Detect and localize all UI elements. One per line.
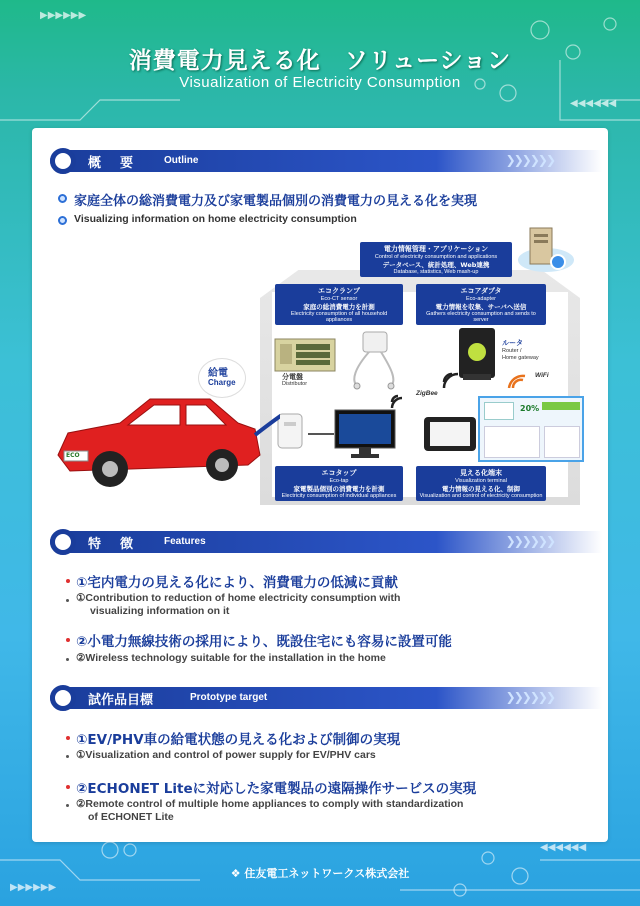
- eco-adapter-jp: エコアダプタ: [460, 287, 502, 295]
- outline-heading-jp: 概 要: [88, 156, 137, 171]
- electric-car-icon: [50, 385, 280, 495]
- chevron-icons: ❯❯❯❯❯❯: [505, 153, 554, 167]
- distributor-icon: [274, 338, 336, 372]
- feature-2-en: ②Wireless technology suitable for the installation in the home: [76, 652, 386, 664]
- feature-1-jp: ①宅内電力の見える化により、消費電力の低減に貢献: [76, 575, 398, 591]
- eco-adapter-jp2: 電力情報を収集、サーバへ送信: [435, 303, 527, 311]
- cable-line: [308, 433, 334, 435]
- eco-clamp-sensor-icon: [345, 328, 405, 390]
- terminal-jp2: 電力情報の見える化、制御: [442, 485, 520, 493]
- bullet-icon: [66, 804, 69, 807]
- chevron-icons: ❯❯❯❯❯❯: [505, 534, 554, 548]
- cloud-label-jp: 電力情報管理・アプリケーション: [383, 245, 489, 253]
- bullet-icon: [58, 194, 67, 203]
- terminal-en2: Visualization and control of electricity consumption: [419, 493, 543, 499]
- outline-line-jp: 家庭全体の総消費電力及び家電製品個別の消費電力の見える化を実現: [74, 194, 478, 209]
- prototype-1-en: ①Visualization and control of power supply for EV/PHV cars: [76, 749, 376, 761]
- cloud-label: [360, 242, 512, 277]
- eco-clamp-jp2: 家庭の総消費電力を計測: [303, 303, 375, 311]
- server-icon: [512, 224, 574, 276]
- company-logo: [0, 865, 640, 881]
- prototype-heading-jp: 試作品目標: [88, 693, 154, 708]
- router-jp: ルータ: [502, 339, 523, 347]
- eco-tap-label: [275, 466, 403, 501]
- eco-tap-jp2: 家電製品個別の消費電力を計測: [293, 485, 385, 493]
- router-en1: Router /: [502, 348, 522, 354]
- bullet-icon: [66, 599, 69, 602]
- eco-adapter-label: [416, 284, 546, 325]
- feature-1-en-cont: visualizing information on it: [90, 605, 230, 617]
- heading-ring-icon: [50, 148, 76, 174]
- app-chart: [484, 426, 540, 458]
- app-bar: [542, 402, 580, 410]
- svg-text:◀◀◀◀◀◀: ◀◀◀◀◀◀: [540, 842, 587, 853]
- feature-1-en: ①Contribution to reduction of home electricity consumption with: [76, 592, 401, 604]
- cloud-label-en2: Database, statistics, Web mash-up: [393, 269, 479, 275]
- bullet-icon: [66, 658, 69, 661]
- terminal-jp: 見える化端末: [460, 469, 502, 477]
- terminal-en: Visualization terminal: [455, 478, 507, 484]
- router-icon: [455, 326, 501, 382]
- company-mark-icon: ❖: [230, 867, 245, 880]
- eco-clamp-en2: Electricity consumption of all household appliances: [290, 311, 388, 323]
- bullet-icon: [66, 755, 69, 758]
- svg-text:▶▶▶▶▶▶: ▶▶▶▶▶▶: [10, 882, 57, 893]
- heading-ring-icon: [50, 529, 76, 555]
- outline-heading-bar: [50, 150, 602, 172]
- page-title: 消費電力見える化 ソリューション: [128, 48, 512, 74]
- prototype-2-en-cont: of ECHONET Lite: [88, 811, 174, 823]
- router-en2: Home gateway: [502, 355, 539, 361]
- prototype-2-jp: ②ECHONET Liteに対応した家電製品の遠隔操作サービスの実現: [76, 781, 477, 797]
- features-heading-en: Features: [164, 536, 206, 547]
- tablet-icon: [422, 415, 478, 455]
- eco-tap-en2: Electricity consumption of individual appliances: [281, 493, 397, 499]
- distributor-jp: 分電盤: [282, 373, 303, 381]
- system-diagram: [50, 230, 580, 510]
- eco-adapter-en: Eco-adapter: [466, 296, 496, 302]
- eco-clamp-label: [275, 284, 403, 325]
- eco-tap-en: Eco-tap: [329, 478, 349, 484]
- prototype-1-jp: ①EV/PHV車の給電状態の見える化および制御の実現: [76, 732, 401, 748]
- distributor-en: Distributor: [282, 381, 308, 387]
- cloud-label-en: Control of electricity consumption and applications: [374, 254, 498, 260]
- terminal-label: [416, 466, 546, 501]
- bullet-icon: [66, 579, 70, 583]
- company-name: 住友電工ネットワークス株式会社: [244, 867, 410, 880]
- heading-ring-icon: [50, 685, 76, 711]
- svg-text:▶▶▶▶▶▶: ▶▶▶▶▶▶: [40, 10, 87, 21]
- eco-clamp-jp: エコクランプ: [318, 287, 360, 295]
- wifi-wave-icon: [505, 370, 529, 392]
- prototype-heading-en: Prototype target: [190, 692, 268, 703]
- chevron-icons: ❯❯❯❯❯❯: [505, 690, 554, 704]
- charge-jp: 給電: [208, 368, 228, 379]
- prototype-heading-bar: [50, 687, 602, 709]
- outline-heading-en: Outline: [164, 155, 199, 166]
- charge-en: Charge: [208, 378, 236, 387]
- tv-monitor-icon: [333, 408, 397, 460]
- features-heading-jp: 特 徴: [88, 537, 137, 552]
- eco-tap-jp: エコタップ: [321, 469, 357, 477]
- feature-2-jp: ②小電力無線技術の採用により、既設住宅にも容易に設置可能: [76, 634, 452, 650]
- car-plate-text: ECO: [66, 452, 80, 459]
- eco-clamp-en: Eco-CT sensor: [320, 296, 358, 302]
- app-screenshot: [478, 396, 584, 462]
- prototype-2-en: ②Remote control of multiple home appliances to comply with standardization: [76, 798, 464, 810]
- bullet-icon: [66, 736, 70, 740]
- bullet-icon: [66, 638, 70, 642]
- app-panel: [484, 402, 514, 420]
- cloud-label-jp2: データベース、統計処理、Web連携: [382, 261, 490, 269]
- app-percentage: 20%: [520, 404, 540, 413]
- page-subtitle: Visualization of Electricity Consumption: [179, 74, 461, 91]
- app-list: [544, 426, 580, 458]
- eco-adapter-en2: Gathers electricity consumption and sends to server: [426, 311, 536, 323]
- svg-text:◀◀◀◀◀◀: ◀◀◀◀◀◀: [570, 98, 617, 109]
- outline-line-en: Visualizing information on home electricity consumption: [74, 213, 357, 225]
- zigbee-label: ZigBee: [416, 390, 438, 397]
- bullet-icon: [58, 216, 67, 225]
- features-heading-bar: [50, 531, 602, 553]
- bullet-icon: [66, 785, 70, 789]
- wifi-label: WiFi: [535, 372, 549, 379]
